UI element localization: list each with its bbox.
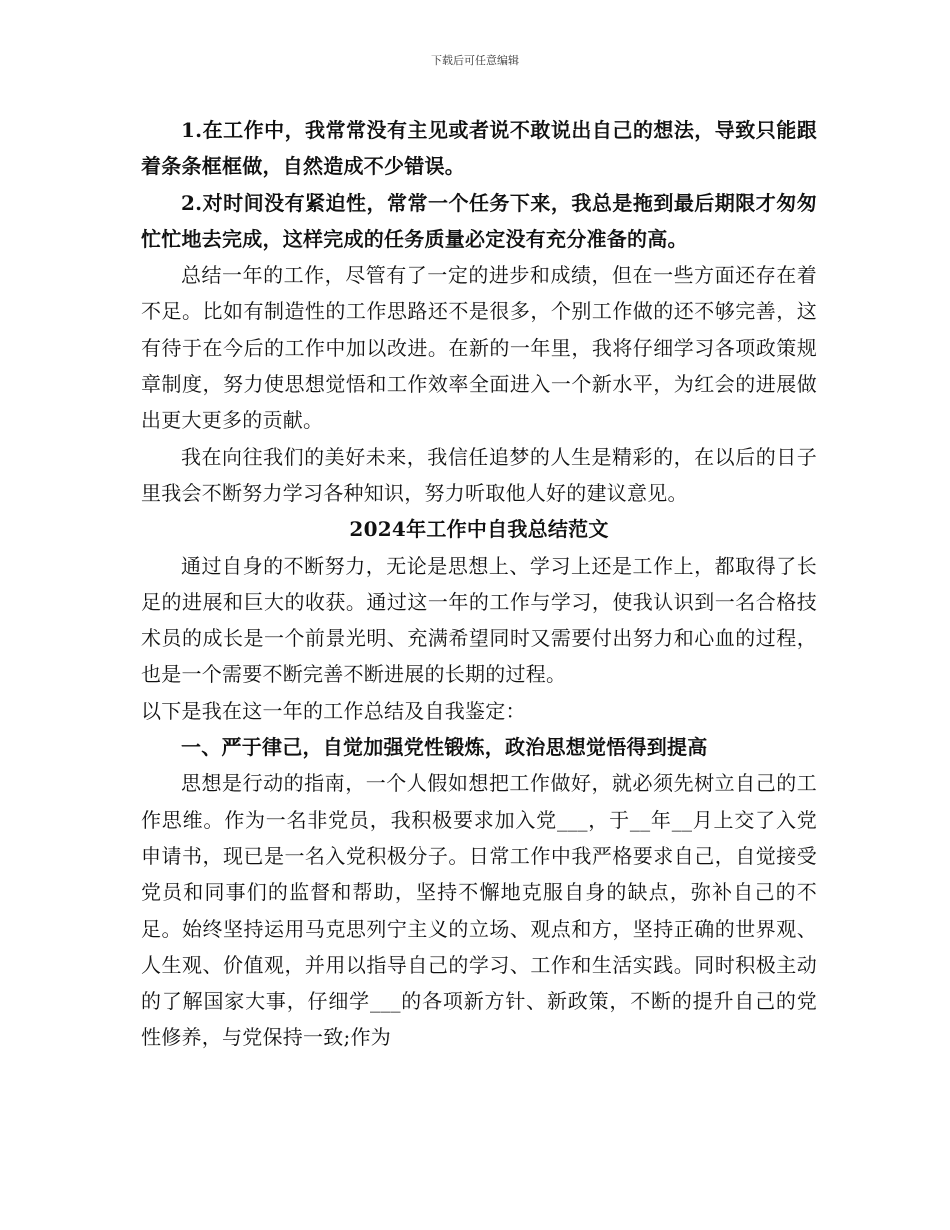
paragraph-summary: 总结一年的工作，尽管有了一定的进步和成绩，但在一些方面还存在着不足。比如有制造性的工作思路还不是很多，个别工作做的还不够完善，这有待于在今后的工作中加以改进。在新的一年里，我将仔细学习各项政策规章制度，努力使思想觉悟和工作效率全面进入一个新水平，为红会的进展做出更大更多的贡献。 bbox=[141, 263, 817, 433]
section-heading-1: 一、严于律己，自觉加强党性锻炼，政治思想觉悟得到提高 bbox=[181, 735, 708, 760]
paragraph-point-2: 2.对时间没有紧迫性，常常一个任务下来，我总是拖到最后期限才匆匆忙忙地去完成，这样完成的任务质量必定没有充分准备的高。 bbox=[141, 190, 817, 251]
page-header: 下载后可任意编辑 bbox=[431, 54, 519, 67]
document-title: 2024年工作中自我总结范文 bbox=[349, 517, 609, 542]
paragraph-future: 我在向往我们的美好未来，我信任追梦的人生是精彩的，在以后的日子里我会不断努力学习各种知识，努力听取他人好的建议意见。 bbox=[141, 444, 817, 505]
paragraph-point-1: 1.在工作中，我常常没有主见或者说不敢说出自己的想法，导致只能跟着条条框框做，自然造成不少错误。 bbox=[141, 118, 817, 179]
document-body bbox=[141, 112, 817, 1056]
paragraph-lead-in: 以下是我在这一年的工作总结及自我鉴定： bbox=[141, 698, 526, 723]
paragraph-thinking: 思想是行动的指南，一个人假如想把工作做好，就必须先树立自己的工作思维。作为一名非党员，我积极要求加入党___，于__年__月上交了入党申请书，现已是一名入党积极分子。日常工作中我严格要求自己，自觉接受党员和同事们的监督和帮助，坚持不懈地克服自身的缺点，弥补自己的不足。始终坚持运用马克思列宁主义的立场、观点和方，坚持正确的世界观、人生观、价值观，并用以指导自己的学习、工作和生活实践。同时积极主动的了解国家大事，仔细学___的各项新方针、新政策，不断的提升自己的党性修养，与党保持一致;作为 bbox=[141, 771, 817, 1050]
paragraph-intro: 通过自身的不断努力，无论是思想上、学习上还是工作上，都取得了长足的进展和巨大的收获。通过这一年的工作与学习，使我认识到一名合格技术员的成长是一个前景光明、充满希望同时又需要付出努力和心血的过程，也是一个需要不断完善不断进展的长期的过程。 bbox=[141, 553, 817, 687]
